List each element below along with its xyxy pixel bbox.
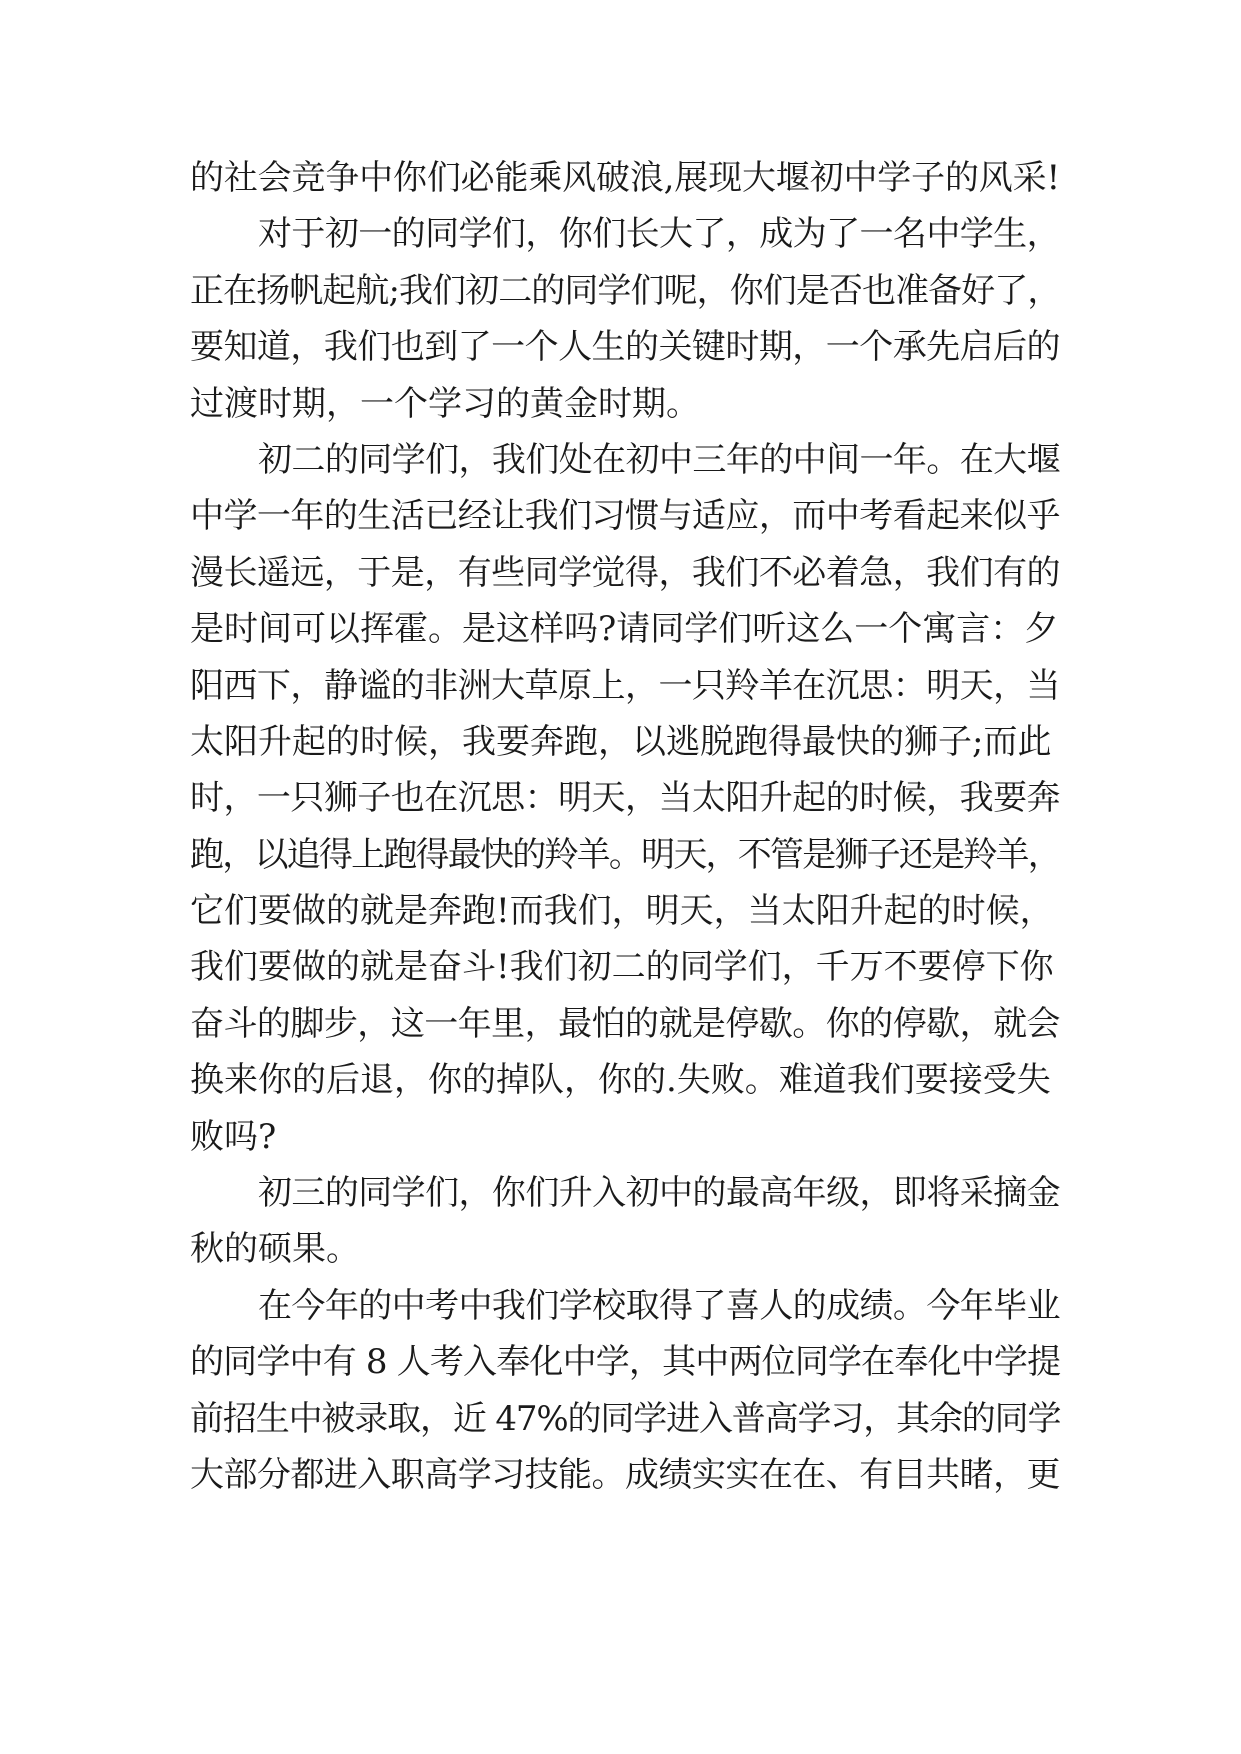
text-line: 阳西下，静谧的非洲大草原上，一只羚羊在沉思：明天，当 <box>190 665 1060 706</box>
text-line: 我们要做的就是奋斗!我们初二的同学们，千万不要停下你 <box>190 947 1054 988</box>
paragraph-start-line: 在今年的中考中我们学校取得了喜人的成绩。今年毕业 <box>258 1285 1060 1326</box>
text-line: 败吗? <box>190 1116 277 1157</box>
text-line: 过渡时期，一个学习的黄金时期。 <box>190 383 700 424</box>
text-line: 奋斗的脚步，这一年里，最怕的就是停歇。你的停歇，就会 <box>190 1003 1060 1044</box>
text-line: 漫长遥远，于是，有些同学觉得，我们不必着急，我们有的 <box>190 552 1060 593</box>
text-line: 它们要做的就是奔跑!而我们，明天，当太阳升起的时候， <box>190 891 1054 932</box>
text-line: 换来你的后退，你的掉队，你的.失败。难道我们要接受失 <box>190 1060 1051 1101</box>
text-line: 是时间可以挥霍。是这样吗?请同学们听这么一个寓言：夕 <box>190 609 1059 650</box>
text-line: 前招生中被录取，近 47%的同学进入普高学习，其余的同学 <box>190 1398 1061 1439</box>
paragraph-start-line: 初三的同学们，你们升入初中的最高年级，即将采摘金 <box>258 1173 1060 1214</box>
text-line: 秋的硕果。 <box>190 1229 360 1270</box>
text-line: 要知道，我们也到了一个人生的关键时期，一个承先启后的 <box>190 327 1060 368</box>
text-line: 中学一年的生活已经让我们习惯与适应，而中考看起来似乎 <box>190 496 1060 537</box>
text-line: 的社会竞争中你们必能乘风破浪,展现大堰初中学子的风采! <box>190 158 1060 198</box>
text-line: 时，一只狮子也在沉思：明天，当太阳升起的时候，我要奔 <box>190 778 1060 819</box>
text-line: 跑，以追得上跑得最快的羚羊。明天，不管是狮子还是羚羊， <box>190 834 1060 875</box>
text-line: 正在扬帆起航;我们初二的同学们呢，你们是否也准备好了， <box>190 270 1061 311</box>
paragraph-start-line: 对于初一的同学们，你们长大了，成为了一名中学生， <box>258 214 1060 255</box>
text-line: 太阳升起的时候，我要奔跑，以逃脱跑得最快的狮子;而此 <box>190 721 1052 762</box>
text-line: 大部分都进入职高学习技能。成绩实实在在、有目共睹，更 <box>190 1454 1060 1495</box>
text-line: 的同学中有 8 人考入奉化中学，其中两位同学在奉化中学提 <box>190 1342 1061 1383</box>
paragraph-start-line: 初二的同学们，我们处在初中三年的中间一年。在大堰 <box>258 439 1060 480</box>
document-page <box>190 150 1060 1503</box>
